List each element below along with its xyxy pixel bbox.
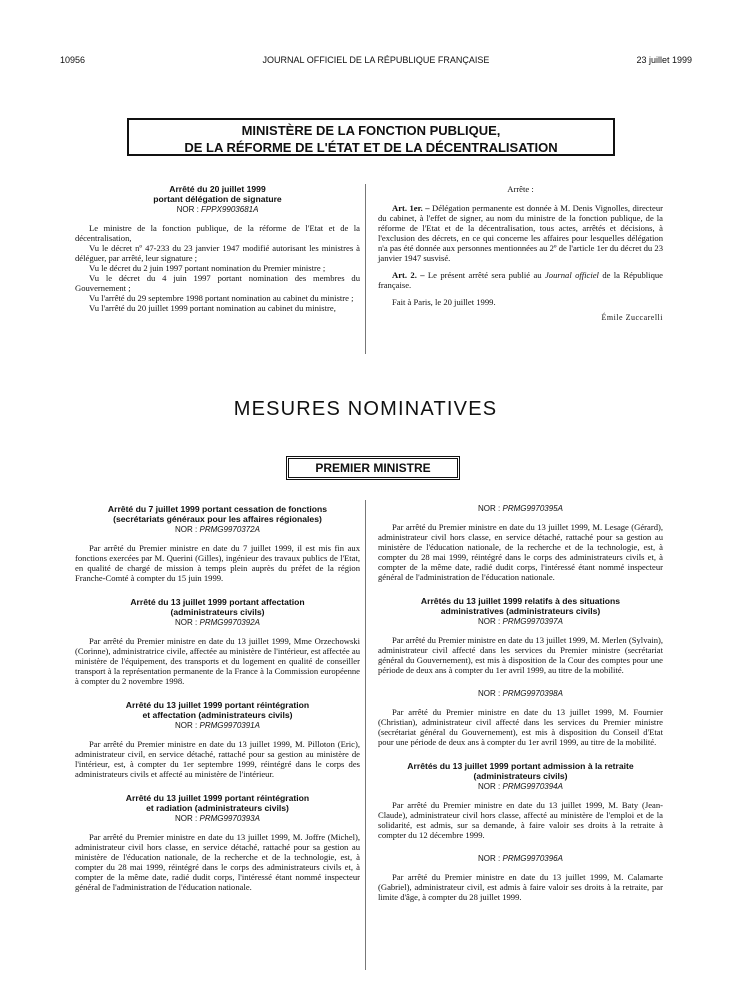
article-2-text-b: de la République française. [378, 270, 663, 290]
article-title [75, 504, 360, 524]
article-text: Par arrêté du Premier ministre en date du 13 juillet 1999, M. Fournier (Christian), administrateur civil affecté dans les services du Premier ministre (secrétariat général du Gouvernement), est mis à disposition du Conseil d'Etat pour une période de deux ans à compter du 1er avril 1999, au titre de la mobilité. [378, 707, 663, 747]
journal-officiel-italic: Journal officiel [544, 270, 599, 280]
nor-reference [75, 205, 360, 215]
article-text: Par arrêté du Premier ministre en date du 13 juillet 1999, M. Lesage (Gérard), administrateur civil hors classe, en service détaché, rattaché pour sa gestion au ministère de l'éducation nationale, de la recherche et de la technologie, est, à compter du 28 mai 1999, réintégré dans le corps des administrateurs civils et, à compter de la même date, radié dudit corps, l'intéressé étant nommé inspecteur général de l'administration de l'éducation nationale. [378, 522, 663, 582]
article-block [75, 504, 360, 583]
nor-code: FPPX9903681A [201, 205, 259, 214]
visa-paragraph: Vu l'arrêté du 29 septembre 1998 portant nomination au cabinet du ministre ; [89, 293, 354, 303]
decree-title [75, 184, 360, 204]
nor-code: PRMG9970398A [502, 689, 563, 698]
article-block [75, 597, 360, 686]
nor-label: NOR : [175, 814, 198, 823]
decree-title-line-2: portant délégation de signature [153, 194, 282, 204]
issue-date: 23 juillet 1999 [636, 55, 692, 65]
nor-code: PRMG9970394A [502, 782, 563, 791]
article-text: Par arrêté du Premier ministre en date du 13 juillet 1999, M. Baty (Jean-Claude), administrateur civil hors classe, affecté au ministère de l'emploi et de la solidarité, est admis, sur sa demande, à faire valoir ses droits à la retraite à compter du 12 décembre 1999. [378, 800, 663, 840]
nor-label: NOR : [478, 617, 501, 626]
article-title [75, 793, 360, 813]
nominations-right-column [378, 504, 663, 902]
visa-paragraph: Vu l'arrêté du 20 juillet 1999 portant nomination au cabinet du ministre, [89, 303, 336, 313]
premier-ministre-box: PREMIER MINISTRE [286, 456, 460, 480]
article-title [75, 597, 360, 617]
article-title-line-1: Arrêtés du 13 juillet 1999 relatifs à des situations [420, 596, 621, 606]
page-header [60, 55, 692, 69]
visa-paragraph: Vu le décret du 4 juin 1997 portant nomination des membres du Gouvernement ; [75, 273, 360, 293]
article-text: Par arrêté du Premier ministre en date du 7 juillet 1999, il est mis fin aux fonctions exercées par M. Querini (Gilles), ingénieur des travaux publics de l'Etat, en qualité de chargé de mission à temps plein auprès du préfet de la région Franche-Comté à compter du 15 juin 1999. [75, 543, 360, 583]
nor-code: PRMG9970396A [502, 854, 563, 863]
article-text: Par arrêté du Premier ministre en date du 13 juillet 1999, M. Merlen (Sylvain), administrateur civil affecté dans les services du Premier ministre (secrétariat général du Gouvernement), est mis à disposition de la Cour des comptes pour une période de deux ans à compter du 1er avril 1999, au titre de la mobilité. [378, 635, 663, 675]
article-1 [378, 203, 663, 263]
article-block [378, 761, 663, 840]
article-block [75, 793, 360, 892]
section-title: MESURES NOMINATIVES [233, 398, 498, 420]
article-title-line-2: (administrateurs civils) [170, 607, 265, 617]
article-block [378, 596, 663, 675]
nor-reference [378, 689, 663, 699]
nor-reference [75, 618, 360, 628]
article-2 [378, 270, 663, 290]
nor-label: NOR : [175, 525, 198, 534]
article-title-line-1: Arrêté du 7 juillet 1999 portant cessation de fonctions [107, 504, 328, 514]
nor-label: NOR : [478, 504, 501, 513]
signature: Émile Zuccarelli [601, 313, 663, 322]
nor-label: NOR : [478, 782, 501, 791]
article-2-text-a: Le présent arrêté sera publié au [427, 270, 542, 280]
arrete-heading: Arrête : [507, 184, 534, 194]
ministry-line-2: DE LA RÉFORME DE L'ÉTAT ET DE LA DÉCENTRALISATION [184, 140, 558, 155]
visa-paragraph: Vu le décret nº 47-233 du 23 janvier 1947 modifié autorisant les ministres à déléguer, par arrêté, leur signature ; [75, 243, 360, 263]
article-1-label: Art. 1er. – [392, 203, 430, 213]
article-title [378, 596, 663, 616]
article-text: Par arrêté du Premier ministre en date du 13 juillet 1999, M. Pilloton (Eric), administrateur civil, en service détaché, rattaché pour sa gestion au ministère de l'intérieur, est, à compter du 1er septembre 1999, réintégré dans le corps des administrateurs civils et affecté au ministère de l'intérieur. [75, 739, 360, 779]
article-text: Par arrêté du Premier ministre en date du 13 juillet 1999, M. Calamarte (Gabriel), administrateur civil, est admis à faire valoir ses droits à la retraite, par limite d'âge, à compter du 28 juillet 1999. [378, 872, 663, 902]
article-title-line-2: (administrateurs civils) [473, 771, 568, 781]
article-title [75, 700, 360, 720]
nominations-left-column [75, 504, 360, 892]
visa-paragraph: Le ministre de la fonction publique, de la réforme de l'Etat et de la décentralisation, [75, 223, 360, 243]
nor-label: NOR : [478, 689, 501, 698]
nor-label: NOR : [176, 205, 199, 214]
nor-reference [75, 814, 360, 824]
article-text: Par arrêté du Premier ministre en date du 13 juillet 1999, Mme Orzechowski (Corinne), administratrice civile, affectée au ministère de l'intérieur, est affectée au ministère de l'équipement, des transports et du logement en qualité de conseiller transport à la représentation permanente de la France à la Commission européenne à compter du 2 novembre 1998. [75, 636, 360, 686]
decree-left-column [75, 184, 360, 313]
visa-paragraph: Vu le décret du 2 juin 1997 portant nomination du Premier ministre ; [89, 263, 326, 273]
nor-reference [378, 782, 663, 792]
nor-label: NOR : [478, 854, 501, 863]
nor-code: PRMG9970392A [199, 618, 260, 627]
nor-reference [378, 504, 663, 514]
ministry-line-1: MINISTÈRE DE LA FONCTION PUBLIQUE, [241, 123, 501, 138]
decree-right-column [378, 184, 663, 323]
nor-label: NOR : [175, 618, 198, 627]
article-block [378, 504, 663, 582]
article-title-line-1: Arrêté du 13 juillet 1999 portant réintégration [125, 793, 310, 803]
nor-label: NOR : [175, 721, 198, 730]
column-divider [365, 500, 366, 970]
nor-reference [378, 854, 663, 864]
article-text: Par arrêté du Premier ministre en date du 13 juillet 1999, M. Joffre (Michel), administrateur civil hors classe, en service détaché, rattaché pour sa gestion au ministère de l'éducation nationale, de la recherche et de la technologie, est, à compter du 28 mai 1999, réintégré dans le corps des administrateurs civils et, à compter de la même date, radié dudit corps, l'intéressé étant nommé inspecteur général de l'administration de l'éducation nationale. [75, 832, 360, 892]
article-title-line-1: Arrêté du 13 juillet 1999 portant réintégration [125, 700, 310, 710]
nor-code: PRMG9970397A [502, 617, 563, 626]
nor-code: PRMG9970372A [199, 525, 260, 534]
article-block [378, 689, 663, 747]
article-1-text: Délégation permanente est donnée à M. Denis Vignolles, directeur du cabinet, à l'effet de signer, au nom du ministre de la fonction publique, de la réforme de l'Etat et de la décentralisation, tous actes, arrêtés et décisions, à l'exclusion des décrets, en ce qui concerne les affaires pour lesquelles délégation n'a pas été donnée aux personnes mentionnées au 2º de l'article 1er du décret du 23 janvier 1947 susvisé. [378, 203, 663, 263]
decree-title-line-1: Arrêté du 20 juillet 1999 [169, 184, 266, 194]
article-block [378, 854, 663, 902]
article-title-line-2: et affectation (administrateurs civils) [142, 710, 293, 720]
article-title-line-1: Arrêtés du 13 juillet 1999 portant admission à la retraite [407, 761, 634, 771]
article-block [75, 700, 360, 779]
article-title-line-2: administratives (administrateurs civils) [440, 606, 601, 616]
article-title-line-1: Arrêté du 13 juillet 1999 portant affectation [130, 597, 305, 607]
page-number: 10956 [60, 55, 86, 65]
article-title [378, 761, 663, 781]
nor-reference [378, 617, 663, 627]
nor-reference [75, 525, 360, 535]
article-title-line-2: (secrétariats généraux pour les affaires régionales) [113, 514, 322, 524]
nor-code: PRMG9970393A [199, 814, 260, 823]
ministry-heading-box [127, 118, 615, 156]
column-divider [365, 184, 366, 354]
article-2-label: Art. 2. – [392, 270, 425, 280]
nor-reference [75, 721, 360, 731]
nor-code: PRMG9970395A [502, 504, 563, 513]
done-at: Fait à Paris, le 20 juillet 1999. [392, 297, 496, 307]
journal-title: JOURNAL OFFICIEL DE LA RÉPUBLIQUE FRANÇAISE [262, 55, 490, 65]
article-title-line-2: et radiation (administrateurs civils) [146, 803, 289, 813]
nor-code: PRMG9970391A [199, 721, 260, 730]
